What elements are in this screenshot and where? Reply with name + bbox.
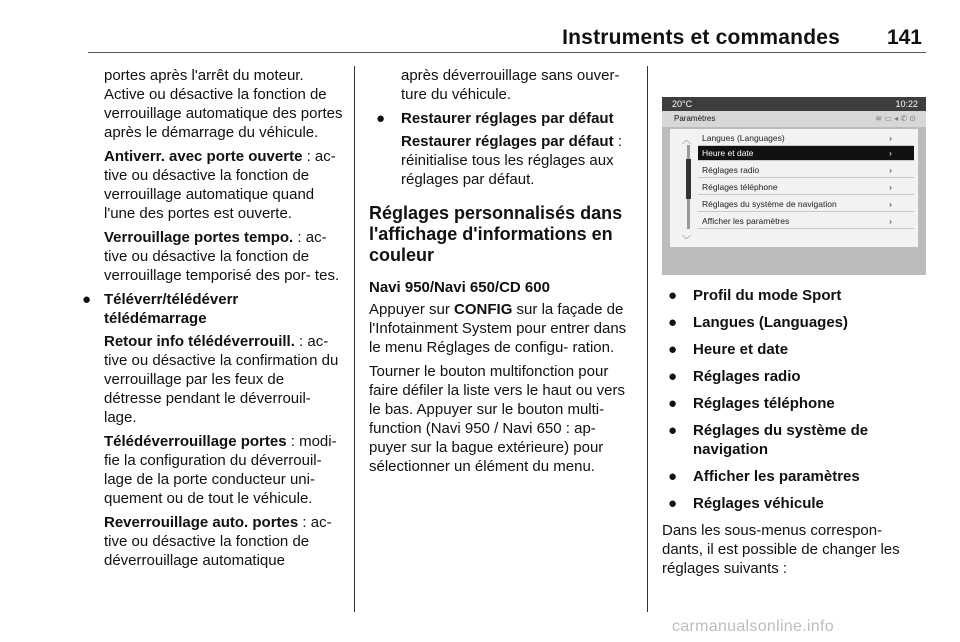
list-item: ● Afficher les paramètres bbox=[668, 468, 860, 485]
column-2 bbox=[369, 66, 637, 481]
menu-item-radio: Réglages radio › bbox=[698, 163, 914, 178]
list-item-title: Téléverr/télédéverr télédémarrage bbox=[104, 291, 239, 327]
temperature-readout: 20°C bbox=[672, 99, 693, 109]
bullet-icon: ● bbox=[668, 495, 678, 512]
bullet-icon: ● bbox=[668, 395, 678, 412]
status-icons: ≋ ▭ ◂ ✆ ⊙ bbox=[875, 114, 916, 123]
list-item bbox=[369, 109, 637, 128]
page-title: Instruments et commandes bbox=[562, 26, 840, 49]
column-1 bbox=[82, 66, 344, 575]
chevron-right-icon: › bbox=[889, 216, 892, 226]
column-divider-right bbox=[647, 66, 648, 612]
list-item: ● Réglages du système de navigation bbox=[668, 422, 869, 458]
paragraph: Appuyer sur CONFIG sur la façade de l'Infotainment System pour entrer dans le menu Réglages de configu- ration. bbox=[369, 301, 627, 356]
screen-title: Paramètres bbox=[674, 114, 716, 123]
paragraph: Dans les sous-menus correspon- dants, il est possible de changer les réglages suivants : bbox=[662, 522, 900, 577]
column-3 bbox=[662, 286, 926, 583]
list-item-title: Restaurer réglages par défaut bbox=[401, 110, 614, 127]
settings-menu bbox=[670, 129, 918, 247]
list-item: ● Réglages véhicule bbox=[668, 495, 824, 512]
page-number: 141 bbox=[886, 26, 922, 49]
setting-description: Verrouillage portes tempo. : ac- tive ou désactive la fonction de verrouillage temporisé des por- tes. bbox=[104, 229, 340, 284]
paragraph: Tourner le bouton multifonction pour faire défiler la liste vers le haut ou vers le bas. Appuyer sur le bouton multi- function (Navi 950 / Navi 650 : ap- puyer sur la bague extérieure) pour sélectionner un élément du menu. bbox=[369, 363, 625, 475]
section-heading: Réglages personnalisés dans l'affichage d'informations en couleur bbox=[369, 203, 623, 265]
bullet-icon: ● bbox=[668, 368, 678, 385]
header-divider bbox=[88, 52, 926, 53]
bullet-icon: ● bbox=[376, 110, 386, 127]
menu-item-display: Afficher les paramètres › bbox=[698, 214, 914, 229]
config-key: CONFIG bbox=[454, 301, 513, 318]
setting-description: Antiverr. avec porte ouverte : ac- tive ou désactive la fonction de verrouillage automatique quand l'une des portes est ouverte. bbox=[104, 148, 336, 222]
paragraph: après déverrouillage sans ouver- ture du véhicule. bbox=[401, 67, 620, 103]
setting-label: Télédéverrouillage portes bbox=[104, 433, 287, 450]
chevron-right-icon: › bbox=[889, 133, 892, 143]
bullet-icon: ● bbox=[668, 314, 678, 331]
chevron-right-icon: › bbox=[889, 148, 892, 158]
setting-label: Verrouillage portes tempo. bbox=[104, 229, 294, 246]
list-item: ● Profil du mode Sport bbox=[668, 287, 842, 304]
bullet-icon: ● bbox=[82, 291, 92, 308]
setting-label: Restaurer réglages par défaut bbox=[401, 133, 614, 150]
setting-description: Retour info télédéverrouill. : ac- tive ou désactive la confirmation du verrouillage par les feux de détresse pendant le déverrouil- lage. bbox=[104, 333, 339, 426]
setting-label: Antiverr. avec porte ouverte bbox=[104, 148, 303, 165]
screen-title-bar bbox=[662, 111, 926, 127]
menu-item-languages: Langues (Languages) › bbox=[698, 131, 914, 146]
column-divider-left bbox=[354, 66, 355, 612]
bullet-icon: ● bbox=[668, 287, 678, 304]
bullet-icon: ● bbox=[668, 468, 678, 485]
chevron-right-icon: › bbox=[889, 182, 892, 192]
setting-label: Reverrouillage auto. portes bbox=[104, 514, 299, 531]
paragraph: portes après l'arrêt du moteur. Active ou désactive la fonction de verrouillage automatique des portes après le démarrage du véhicule. bbox=[104, 67, 343, 141]
list-item bbox=[82, 290, 344, 328]
setting-description: Télédéverrouillage portes : modi- fie la configuration du déverrouil- lage de la porte conducteur uni- quement ou de tout le véhicule. bbox=[104, 433, 337, 507]
screen-status-bar bbox=[662, 97, 926, 111]
menu-item-navigation: Réglages du système de navigation › bbox=[698, 197, 914, 212]
setting-label: Retour info télédéverrouill. bbox=[104, 333, 295, 350]
chevron-right-icon: › bbox=[889, 199, 892, 209]
chevron-right-icon: › bbox=[889, 165, 892, 175]
setting-description: Reverrouillage auto. portes : ac- tive ou désactive la fonction de déverrouillage automatique bbox=[104, 514, 332, 569]
list-item: ● Réglages radio bbox=[668, 368, 801, 385]
scrollbar-thumb bbox=[686, 159, 691, 199]
list-item: ● Langues (Languages) bbox=[668, 314, 849, 331]
menu-item-time-date: Heure et date › bbox=[698, 146, 914, 161]
scroll-down-icon: ﹀ bbox=[682, 235, 692, 245]
list-item: ● Réglages téléphone bbox=[668, 395, 835, 412]
scroll-up-icon: ︿ bbox=[682, 135, 692, 145]
infotainment-screenshot bbox=[662, 97, 926, 275]
section-subheading: Navi 950/Navi 650/CD 600 bbox=[369, 279, 550, 296]
watermark: carmanualsonline.info bbox=[672, 618, 834, 635]
bullet-icon: ● bbox=[668, 422, 678, 439]
list-item: ● Heure et date bbox=[668, 341, 789, 358]
clock-readout: 10:22 bbox=[895, 99, 918, 109]
setting-description: Restaurer réglages par défaut : réinitialise tous les réglages aux réglages par défaut. bbox=[401, 133, 622, 188]
menu-item-phone: Réglages téléphone › bbox=[698, 180, 914, 195]
bullet-icon: ● bbox=[668, 341, 678, 358]
